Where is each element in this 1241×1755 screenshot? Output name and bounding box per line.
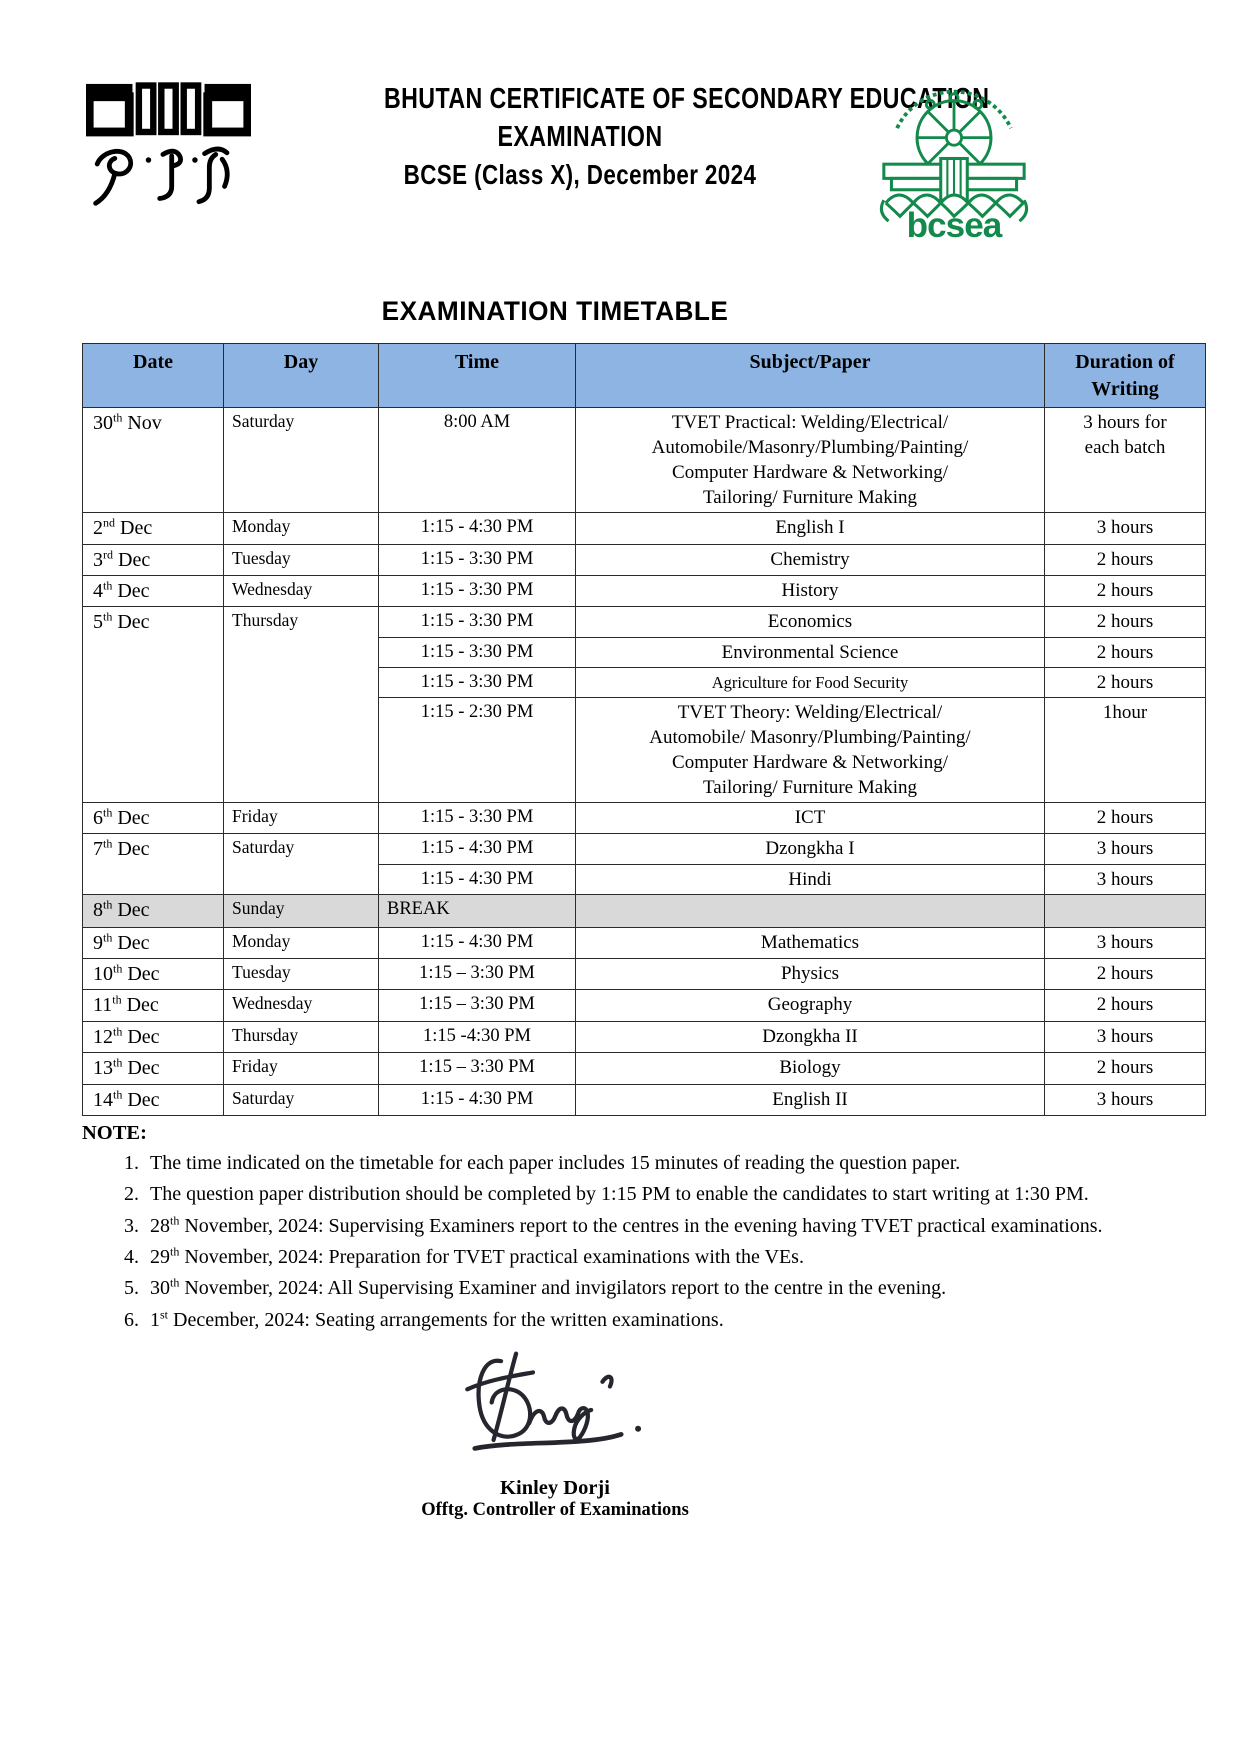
column-header-subject: Subject/Paper [576,344,1045,408]
subject-cell: English I [576,513,1045,544]
duration-cell: 3 hours [1045,834,1206,864]
duration-cell: 3 hours [1045,513,1206,544]
duration-cell: 2 hours [1045,803,1206,834]
subject-cell: Agriculture for Food Security [576,667,1045,697]
note-label: NOTE: [82,1121,147,1144]
time-cell: 1:15 - 2:30 PM [379,697,576,802]
day-cell: Saturday [224,1084,379,1115]
subject-cell: Dzongkha II [576,1021,1045,1052]
duration-cell: 3 hours for each batch [1045,408,1206,513]
sherig-dzongkha-logo-icon [86,72,251,229]
examination-timetable-table [82,343,1206,1116]
exam-board-title-line1: BHUTAN CERTIFICATE OF SECONDARY EDUCATION [384,83,990,115]
subject-cell [576,894,1045,927]
timetable-row [83,576,1206,607]
timetable-row [83,990,1206,1021]
date-cell: 30th Nov [83,408,224,513]
day-cell: Wednesday [224,576,379,607]
time-cell: 1:15 - 3:30 PM [379,637,576,667]
time-cell: 1:15 - 3:30 PM [379,544,576,575]
time-cell: 1:15 - 4:30 PM [379,513,576,544]
time-cell: 1:15 - 3:30 PM [379,607,576,637]
column-header-time: Time [379,344,576,408]
note-item: 1. The time indicated on the timetable for each paper includes 15 minutes of reading the question paper. [144,1149,1160,1177]
bcsea-logo-text: bcsea [906,206,1002,240]
subject-cell: Hindi [576,864,1045,894]
timetable-body [83,408,1206,1116]
column-header-duration: Duration of Writing [1045,344,1206,408]
exam-session-title: BCSE (Class X), December 2024 [403,159,757,190]
time-cell: 1:15 - 3:30 PM [379,667,576,697]
date-cell: 10th Dec [83,958,224,989]
time-cell: 1:15 - 4:30 PM [379,864,576,894]
duration-cell: 2 hours [1045,576,1206,607]
timetable-heading: EXAMINATION TIMETABLE [381,296,729,326]
day-cell: Thursday [224,1021,379,1052]
date-cell: 3rd Dec [83,544,224,575]
exam-board-title-line2: EXAMINATION [497,121,663,153]
time-cell: 1:15 - 3:30 PM [379,803,576,834]
duration-cell: 2 hours [1045,667,1206,697]
notes-list [82,1149,1160,1334]
duration-cell: 3 hours [1045,927,1206,958]
time-cell: 1:15 - 4:30 PM [379,1084,576,1115]
column-header-date: Date [83,344,224,408]
subject-cell: Economics [576,607,1045,637]
date-cell: 7th Dec [83,834,224,894]
duration-cell: 2 hours [1045,637,1206,667]
subject-cell: TVET Theory: Welding/Electrical/ Automobile/ Masonry/Plumbing/Painting/ Computer Hardware & Networking/ Tailoring/ Furniture Making [576,697,1045,802]
duration-cell: 3 hours [1045,1084,1206,1115]
date-cell: 11th Dec [83,990,224,1021]
timetable-row [83,958,1206,989]
bcsea-logo-icon [878,58,1030,245]
day-cell: Monday [224,513,379,544]
time-cell: 8:00 AM [379,408,576,513]
duration-cell: 2 hours [1045,990,1206,1021]
timetable-row [83,1053,1206,1084]
subject-cell: Physics [576,958,1045,989]
signatory-name: Kinley Dorji [500,1477,610,1500]
duration-cell: 3 hours [1045,864,1206,894]
duration-cell: 2 hours [1045,958,1206,989]
duration-cell: 2 hours [1045,1053,1206,1084]
timetable-row [83,544,1206,575]
subject-cell: History [576,576,1045,607]
note-item: 5. 30th November, 2024: All Supervising Examiner and invigilators report to the centre in the evening. [144,1274,1160,1302]
day-cell: Monday [224,927,379,958]
column-header-day: Day [224,344,379,408]
timetable-row [83,834,1206,864]
date-cell: 8th Dec [83,894,224,927]
date-cell: 9th Dec [83,927,224,958]
subject-cell: ICT [576,803,1045,834]
time-cell: 1:15 -4:30 PM [379,1021,576,1052]
date-cell: 4th Dec [83,576,224,607]
timetable-row [83,408,1206,513]
day-cell: Sunday [224,894,379,927]
duration-cell: 1hour [1045,697,1206,802]
timetable-row [83,927,1206,958]
day-cell: Friday [224,1053,379,1084]
duration-cell: 2 hours [1045,607,1206,637]
day-cell: Thursday [224,607,379,803]
subject-cell: TVET Practical: Welding/Electrical/ Automobile/Masonry/Plumbing/Painting/ Computer Hardware & Networking/ Tailoring/ Furniture Making [576,408,1045,513]
note-item: 4. 29th November, 2024: Preparation for TVET practical examinations with the VEs. [144,1243,1160,1271]
day-cell: Saturday [224,834,379,894]
date-cell: 5th Dec [83,607,224,803]
subject-cell: Chemistry [576,544,1045,575]
day-cell: Tuesday [224,958,379,989]
date-cell: 6th Dec [83,803,224,834]
duration-cell: 2 hours [1045,544,1206,575]
exam-board-title [335,80,990,194]
note-item: 2. The question paper distribution should be completed by 1:15 PM to enable the candidates to start writing at 1:30 PM. [144,1180,1160,1208]
signature-image [438,1348,673,1470]
timetable-break-row [83,894,1206,927]
subject-cell: Dzongkha I [576,834,1045,864]
date-cell: 12th Dec [83,1021,224,1052]
day-cell: Tuesday [224,544,379,575]
duration-cell: 3 hours [1045,1021,1206,1052]
note-item: 3. 28th November, 2024: Supervising Examiners report to the centres in the evening having TVET practical examinations. [144,1212,1160,1240]
duration-cell [1045,894,1206,927]
subject-cell: Mathematics [576,927,1045,958]
date-cell: 2nd Dec [83,513,224,544]
day-cell: Saturday [224,408,379,513]
time-cell: 1:15 – 3:30 PM [379,958,576,989]
day-cell: Wednesday [224,990,379,1021]
timetable-row [83,1084,1206,1115]
time-cell: BREAK [379,894,576,927]
time-cell: 1:15 – 3:30 PM [379,990,576,1021]
day-cell: Friday [224,803,379,834]
time-cell: 1:15 - 3:30 PM [379,576,576,607]
timetable-row [83,803,1206,834]
subject-cell: Biology [576,1053,1045,1084]
time-cell: 1:15 - 4:30 PM [379,834,576,864]
time-cell: 1:15 - 4:30 PM [379,927,576,958]
time-cell: 1:15 – 3:30 PM [379,1053,576,1084]
timetable-row [83,1021,1206,1052]
signature-block [355,1348,755,1521]
timetable-row [83,607,1206,637]
date-cell: 14th Dec [83,1084,224,1115]
subject-cell: English II [576,1084,1045,1115]
signatory-title: Offtg. Controller of Examinations [421,1500,689,1521]
subject-cell: Geography [576,990,1045,1021]
subject-cell: Environmental Science [576,637,1045,667]
date-cell: 13th Dec [83,1053,224,1084]
timetable-row [83,513,1206,544]
timetable-header-row [83,344,1206,408]
note-item: 6. 1st December, 2024: Seating arrangements for the written examinations. [144,1306,1160,1334]
document-header [82,58,1160,296]
